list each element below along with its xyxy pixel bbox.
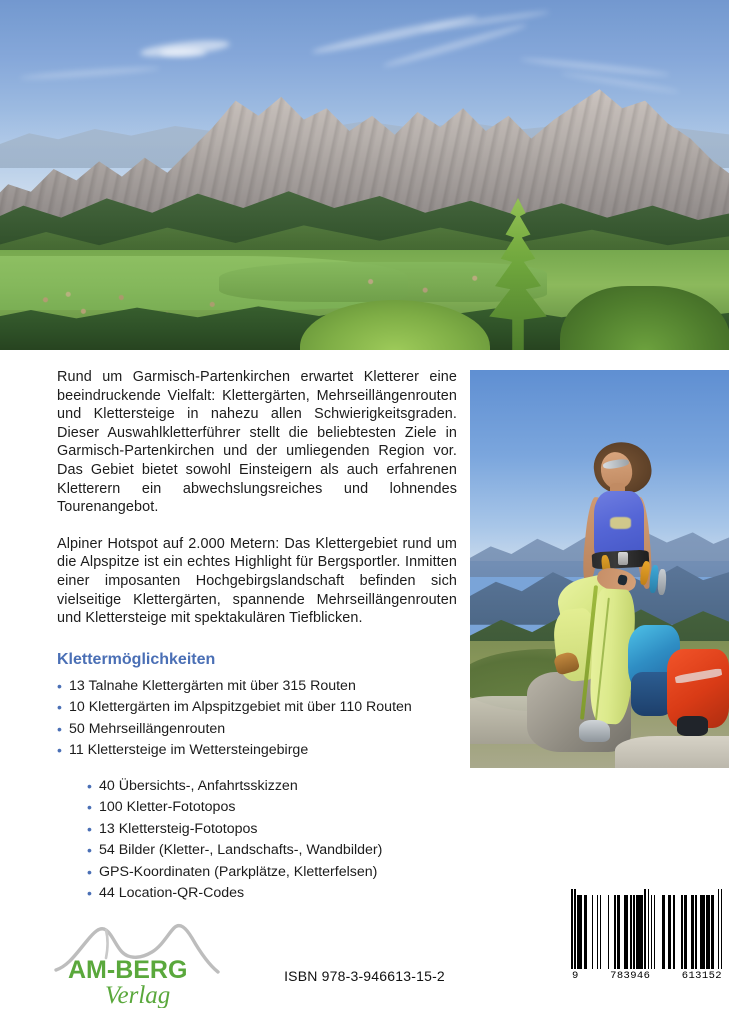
barcode-digit-group-2: 613152 — [681, 970, 722, 982]
barcode-digits — [571, 970, 723, 982]
list-item: • GPS-Koordinaten (Parkplätze, Kletterfelsen) — [87, 862, 457, 884]
cloud — [160, 48, 206, 57]
list-item: • 100 Kletter-Fototopos — [87, 797, 457, 819]
publisher-logo — [50, 908, 230, 1008]
publisher-name-line1: AM-BERG — [68, 956, 188, 984]
shoe — [579, 720, 610, 742]
features-heading: Klettermöglichkeiten — [57, 650, 216, 668]
shirt-print — [610, 517, 631, 529]
climber-photo — [470, 370, 729, 768]
publisher-name-line2: Verlag — [105, 982, 171, 1008]
list-item: • 54 Bilder (Kletter-, Landschafts-, Wandbilder) — [87, 840, 457, 862]
barcode-digit-group-1: 783946 — [610, 970, 651, 982]
foreground-rock — [615, 736, 729, 768]
list-item: • 11 Klettersteige im Wettersteingebirge — [57, 740, 457, 762]
barcode-digit-left: 9 — [572, 970, 579, 982]
description-text-column — [57, 368, 457, 905]
list-item: • 50 Mehrseillängenrouten — [57, 719, 457, 741]
mountain-outline-icon — [50, 908, 230, 1008]
primary-feature-list — [57, 676, 457, 762]
description-paragraph-2: Alpiner Hotspot auf 2.000 Metern: Das Klettergebiet rund um die Alpspitze ist ein echtes Highlight für Bergsportler. Inmitten einer imposanten Hochgebirgslandschaft befinden sich vielseitige Klettergärten, spannende Mehrseillängenrouten und Klettersteige mit spektakulären Tiefblicken. — [57, 535, 457, 627]
list-item: • 13 Talnahe Klettergärten mit über 315 Routen — [57, 676, 457, 698]
panorama-photo — [0, 0, 729, 350]
description-paragraph-1: Rund um Garmisch-Partenkirchen erwartet Kletterer eine beeindruckende Vielfalt: Klettergärten, Mehrseillängenrouten und Klettersteige in nahezu allen Schwierigkeitsgraden. Dieser Auswahlkletterführer stellt die beliebtesten Ziele in Garmisch-Partenkirchen und der umliegenden Region vor. Das Gebiet bietet sowohl Einsteigern als auch erfahrenen Kletterern ein abwechslungsreiches und lohnendes Tourenangebot. — [57, 369, 457, 516]
barcode-bars — [571, 889, 723, 969]
isbn-barcode — [571, 889, 723, 987]
backpack-base — [677, 716, 708, 736]
secondary-feature-list — [87, 776, 457, 905]
list-item: • 44 Location-QR-Codes — [87, 883, 457, 905]
foreground-spruce-tree — [470, 198, 566, 350]
list-item: • 40 Übersichts-, Anfahrtsskizzen — [87, 776, 457, 798]
spruce-crown — [470, 198, 566, 350]
isbn-text: ISBN 978-3-946613-15-2 — [284, 968, 445, 984]
carabiner — [657, 569, 666, 595]
list-item: • 10 Klettergärten im Alpspitzgebiet mit über 110 Routen — [57, 697, 457, 719]
harness-buckle — [618, 552, 628, 565]
list-item: • 13 Klettersteig-Fototopos — [87, 819, 457, 841]
